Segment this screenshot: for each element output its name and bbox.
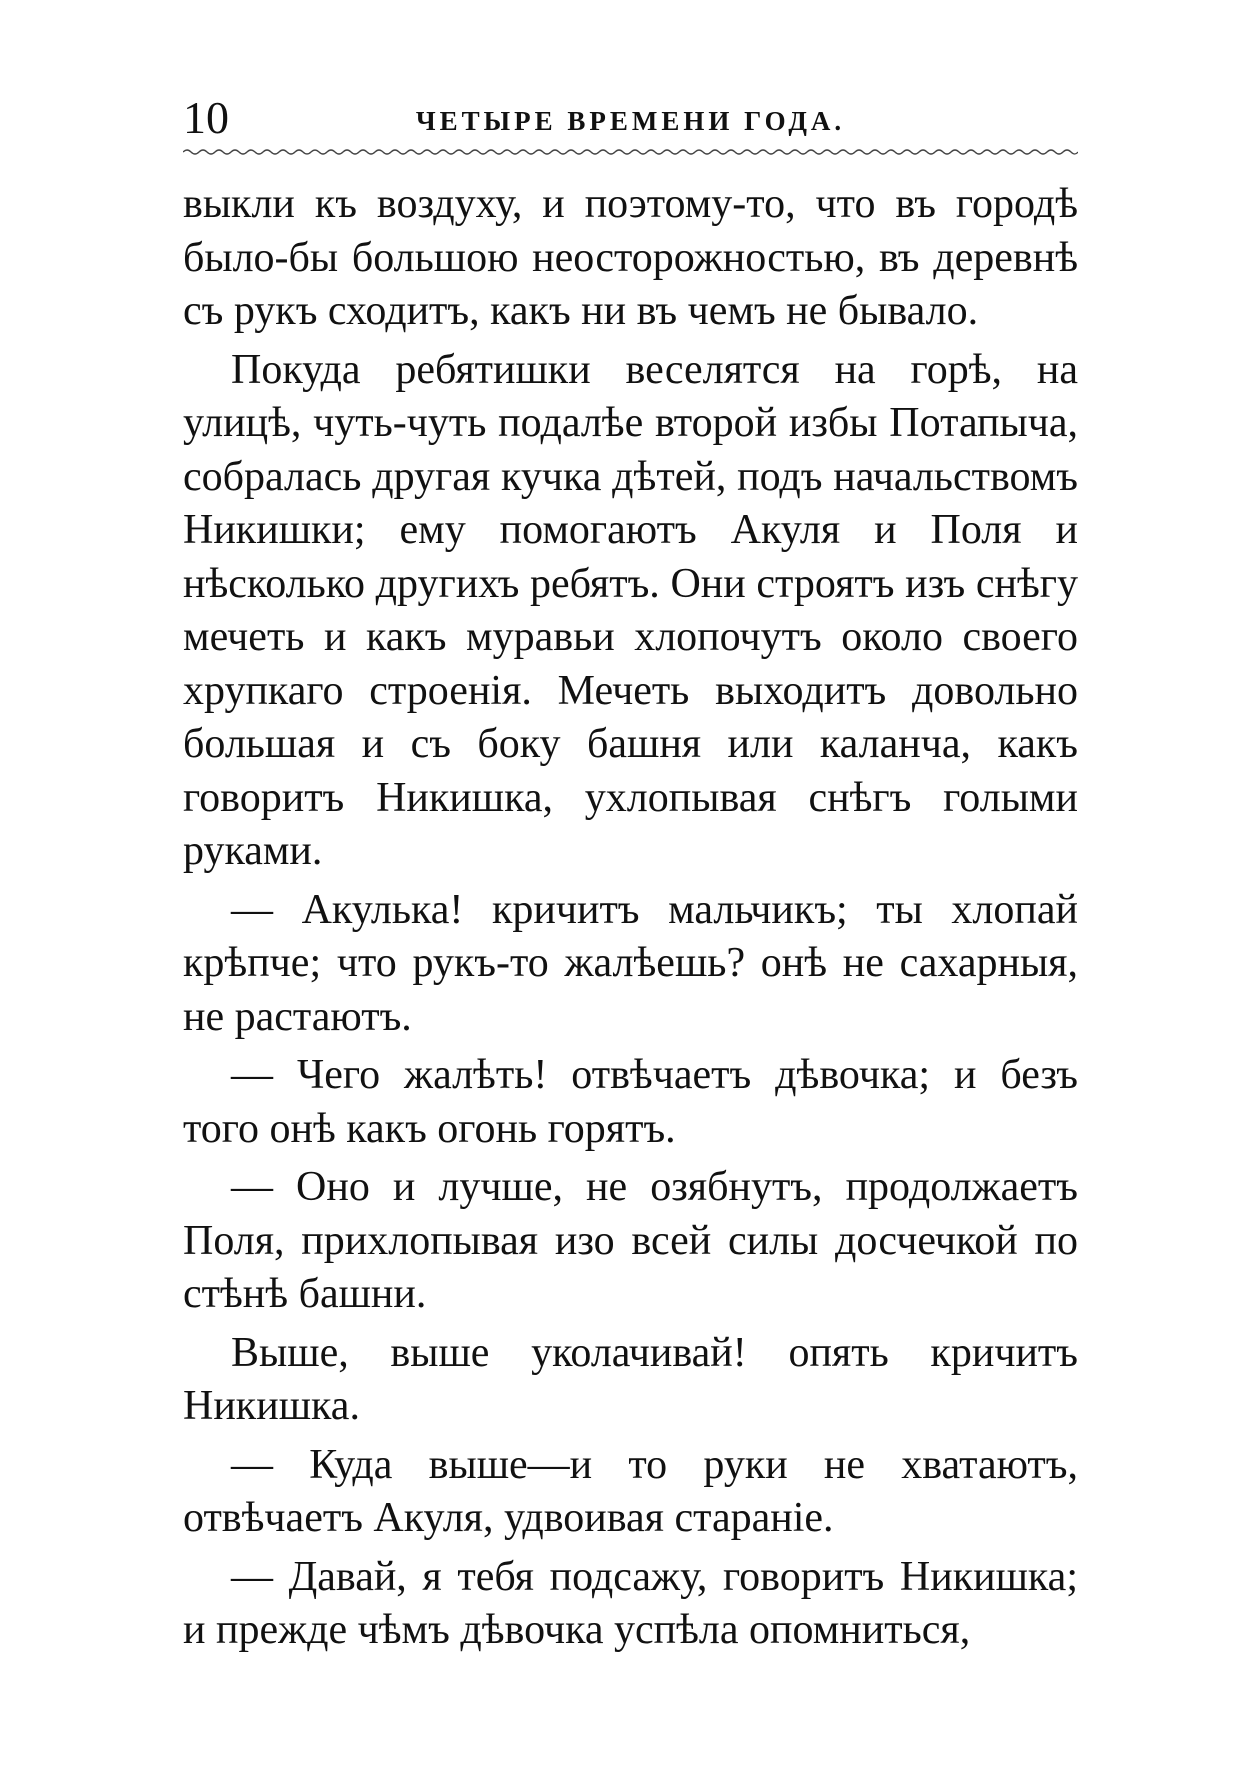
paragraph: — Давай, я тебя подсажу, говоритъ Никишка; и прежде чѣмъ дѣвочка успѣла опомниться, [183, 1553, 1078, 1653]
paragraph: — Куда выше—и то руки не хватаютъ, отвѣчаетъ Акуля, удвоивая стараніе. [183, 1441, 1078, 1541]
paragraph: — Оно и лучше, не озябнутъ, продолжаетъ Поля, прихлопывая изо всей силы досчечкой по стѣнѣ башни. [183, 1164, 1078, 1317]
paragraph: Покуда ребятишки веселятся на горѣ, на улицѣ, чуть-чуть подалѣе второй избы Потапыча, собралась другая кучка дѣтей, подъ начальствомъ Никишки; ему помогаютъ Акуля и Поля и нѣсколько другихъ ребятъ. Они строятъ изъ снѣгу мечеть и какъ муравьи хлопочутъ около своего хрупкаго строенія. Мечеть выходитъ довольно большая и съ боку башня или каланча, какъ говоритъ Никишка, ухлопывая снѣгъ голыми руками. [183, 346, 1078, 874]
paragraph: — Чего жалѣть! отвѣчаетъ дѣвочка; и безъ того онѣ какъ огонь горятъ. [183, 1052, 1078, 1152]
body-text [183, 178, 1078, 1663]
paragraph: — Акулька! кричитъ мальчикъ; ты хлопай крѣпче; что рукъ-то жалѣешь? онѣ не сахарныя, не растаютъ. [183, 886, 1078, 1040]
page-header [183, 88, 1078, 148]
paragraph: Выше, выше уколачивай! опять кричитъ Никишка. [183, 1329, 1078, 1429]
page-number: 10 [183, 92, 229, 143]
paragraph: выкли къ воздуху, и поэтому-то, что въ городѣ было-бы большою неосторожностью, въ деревнѣ съ рукъ сходитъ, какъ ни въ чемъ не бывало. [183, 181, 1078, 334]
header-rule [183, 148, 1078, 156]
running-title: ЧЕТЫРЕ ВРЕМЕНИ ГОДА. [415, 106, 846, 136]
